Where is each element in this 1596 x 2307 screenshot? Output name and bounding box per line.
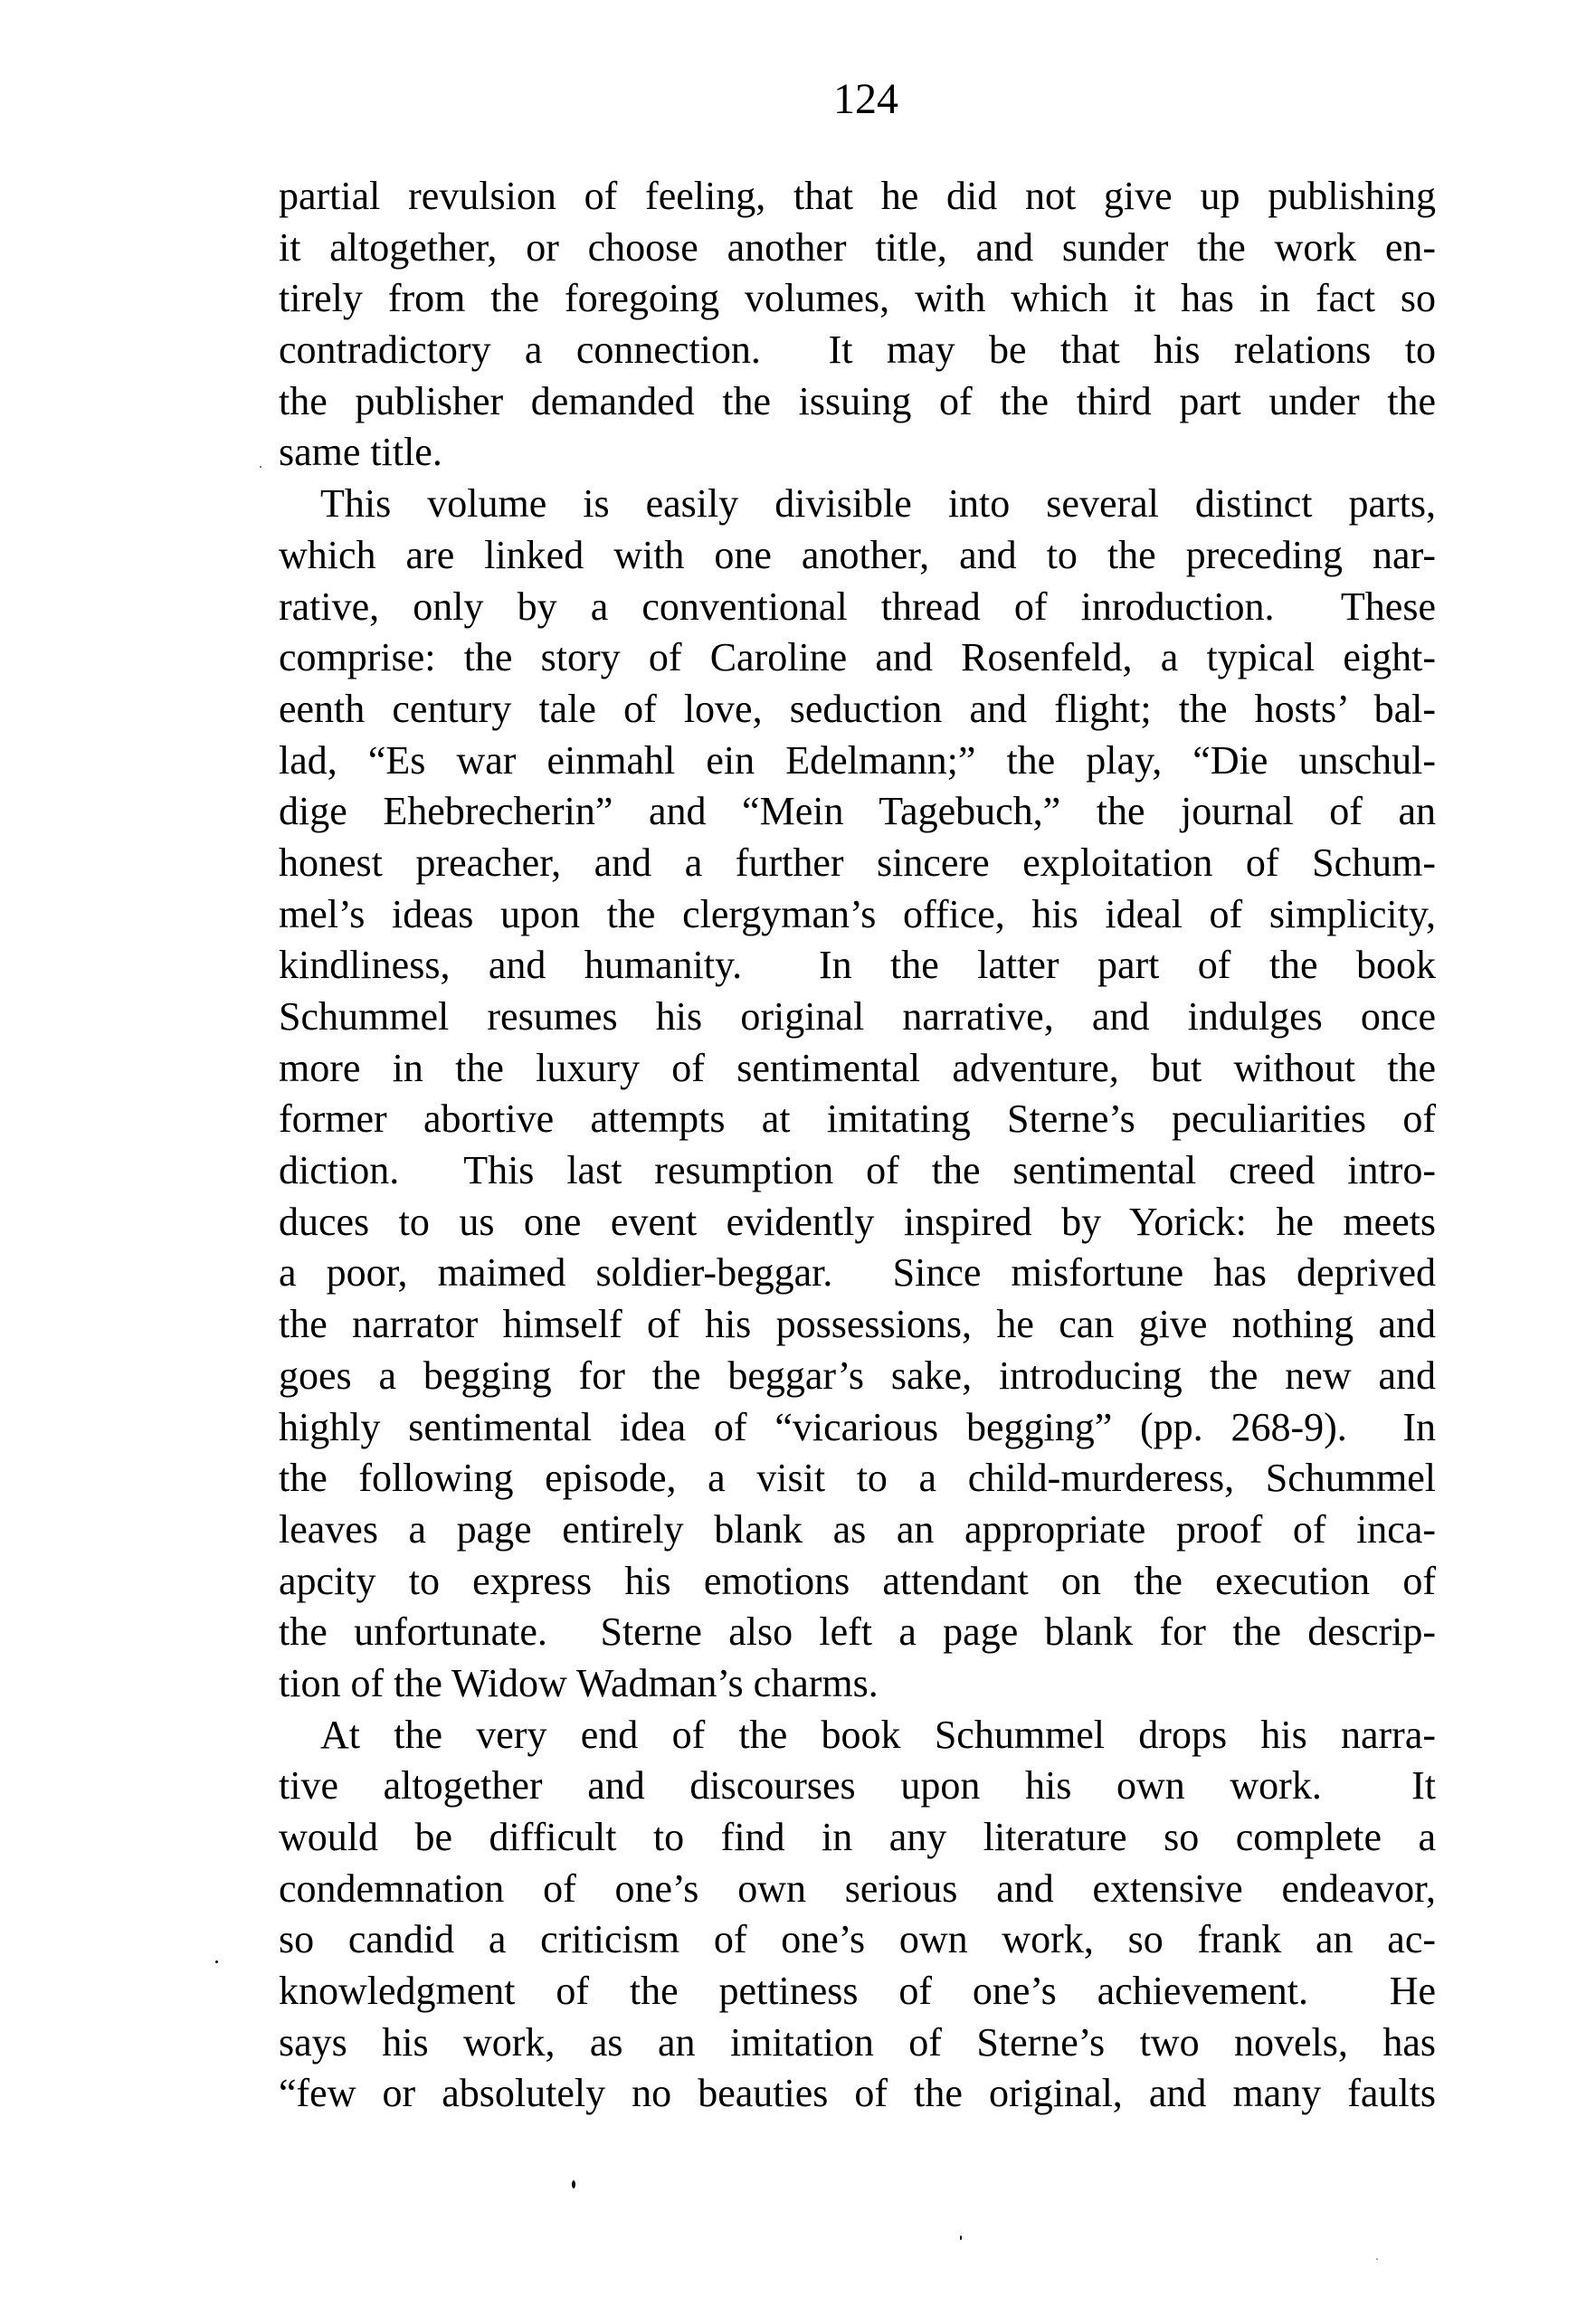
text-line — [279, 736, 1436, 787]
text-line — [279, 1505, 1436, 1556]
page-number: 124 — [833, 75, 898, 123]
text-line — [279, 2017, 1436, 2069]
paragraph — [279, 479, 1436, 1710]
text-line-content: former abortive attempts at imitating Sterne’s peculiarities of — [279, 1097, 1436, 1142]
text-line — [279, 1197, 1436, 1248]
text-line — [279, 1402, 1436, 1454]
text-line-content: condemnation of one’s own serious and extensive endeavor, — [279, 1866, 1436, 1911]
text-line-content: This volume is easily divisible into several distinct parts, — [320, 481, 1436, 527]
text-line — [279, 1094, 1436, 1145]
text-line-content: comprise: the story of Caroline and Rosenfeld, a typical eight- — [279, 635, 1436, 680]
text-line: tion of the Widow Wadman’s charms. — [279, 1660, 879, 1705]
text-line — [279, 2068, 1436, 2120]
text-line — [279, 1607, 1436, 1658]
text-line — [279, 786, 1436, 838]
text-line-content: the following episode, a visit to a child-murderess, Schummel — [279, 1456, 1436, 1501]
text-line — [279, 376, 1436, 428]
text-line — [279, 1043, 1436, 1095]
text-line-content: more in the luxury of sentimental adventure, but without the — [279, 1045, 1436, 1090]
text-line-content: At the very end of the book Schummel drops his narra- — [320, 1712, 1436, 1757]
text-line — [279, 992, 1436, 1043]
text-line-content: it altogether, or choose another title, and sunder the work en- — [279, 224, 1436, 270]
text-line — [279, 889, 1436, 941]
text-line-content: a poor, maimed soldier-beggar. Since misfortune has deprived — [279, 1250, 1436, 1296]
text-line-content: the narrator himself of his possessions, he can give nothing and — [279, 1302, 1436, 1347]
text-line-content: the unfortunate. Sterne also left a page blank for the descrip- — [279, 1609, 1436, 1655]
text-line — [279, 1761, 1436, 1812]
scan-speck — [1376, 2258, 1378, 2260]
scan-speck — [215, 1960, 218, 1963]
paragraph — [279, 171, 1436, 479]
text-line-content: partial revulsion of feeling, that he did not give up publishing — [279, 174, 1436, 218]
text-line — [279, 1914, 1436, 1966]
text-line-content: kindliness, and humanity. In the latter part of the book — [279, 943, 1436, 988]
text-line — [279, 1351, 1436, 1402]
text-line-content: mel’s ideas upon the clergyman’s office, his ideal of simplicity, — [279, 891, 1436, 936]
text-line-content: tive altogether and discourses upon his own work. It — [279, 1763, 1436, 1809]
text-line-content: apcity to express his emotions attendant on the execution of — [279, 1558, 1436, 1603]
text-line — [279, 1453, 1436, 1505]
text-line — [279, 325, 1436, 376]
text-line-content: lad, “Es war einmahl ein Edelmann;” the play, “Die unschul- — [279, 737, 1436, 783]
text-line — [279, 684, 1436, 736]
text-line — [279, 1710, 1436, 1761]
text-line-content: says his work, as an imitation of Sterne’s two novels, has — [279, 2019, 1436, 2065]
text-line-content: Schummel resumes his original narrative, and indulges once — [279, 994, 1436, 1039]
text-line-content: eenth century tale of love, seduction and flight; the hosts’ bal- — [279, 686, 1436, 731]
text-line-content: which are linked with one another, and to the preceding nar- — [279, 532, 1436, 577]
text-line — [279, 1966, 1436, 2017]
text-line — [279, 1248, 1436, 1299]
text-line-content: so candid a criticism of one’s own work, so frank an ac- — [279, 1917, 1436, 1962]
paragraph — [279, 1710, 1436, 2121]
text-line — [279, 273, 1436, 325]
text-line — [279, 479, 1436, 530]
text-line-content: goes a begging for the beggar’s sake, introducing the new and — [279, 1353, 1436, 1398]
text-line-content: rative, only by a conventional thread of inroduction. These — [279, 584, 1436, 629]
text-line-content: honest preacher, and a further sincere exploitation of Schum- — [279, 840, 1436, 885]
text-line-content: contradictory a connection. It may be that his relations to — [279, 328, 1436, 373]
text-line-content: tirely from the foregoing volumes, with which it has in fact so — [279, 276, 1436, 321]
text-line: same title. — [279, 430, 442, 475]
text-line-content: leaves a page entirely blank as an appropriate proof of inca- — [279, 1506, 1436, 1552]
text-line — [279, 940, 1436, 992]
text-line — [279, 1145, 1436, 1197]
scan-speck — [572, 2180, 575, 2188]
text-line — [279, 1299, 1436, 1351]
text-line — [279, 1812, 1436, 1864]
text-line — [279, 1864, 1436, 1915]
text-line — [279, 223, 1436, 274]
scan-speck — [960, 2236, 962, 2240]
text-line-content: would be difficult to find in any literature so complete a — [279, 1815, 1436, 1859]
text-line — [279, 530, 1436, 582]
text-line-content: “few or absolutely no beauties of the original, and many faults — [279, 2071, 1436, 2116]
text-line — [279, 582, 1436, 633]
text-line — [279, 1556, 1436, 1608]
text-line-content: diction. This last resumption of the sentimental creed intro- — [279, 1148, 1436, 1193]
body-text — [279, 171, 1436, 2120]
text-line — [279, 838, 1436, 889]
text-line — [279, 171, 1436, 223]
text-line-content: knowledgment of the pettiness of one’s achievement. He — [279, 1969, 1436, 2014]
text-line-content: dige Ehebrecherin” and “Mein Tagebuch,” the journal of an — [279, 789, 1436, 834]
scan-speck — [260, 466, 261, 468]
text-line-content: duces to us one event evidently inspired by Yorick: he meets — [279, 1199, 1436, 1244]
text-line-content: highly sentimental idea of “vicarious begging” (pp. 268-9). In — [279, 1404, 1436, 1449]
text-line-content: the publisher demanded the issuing of the third part under the — [279, 378, 1436, 423]
text-line — [279, 632, 1436, 684]
